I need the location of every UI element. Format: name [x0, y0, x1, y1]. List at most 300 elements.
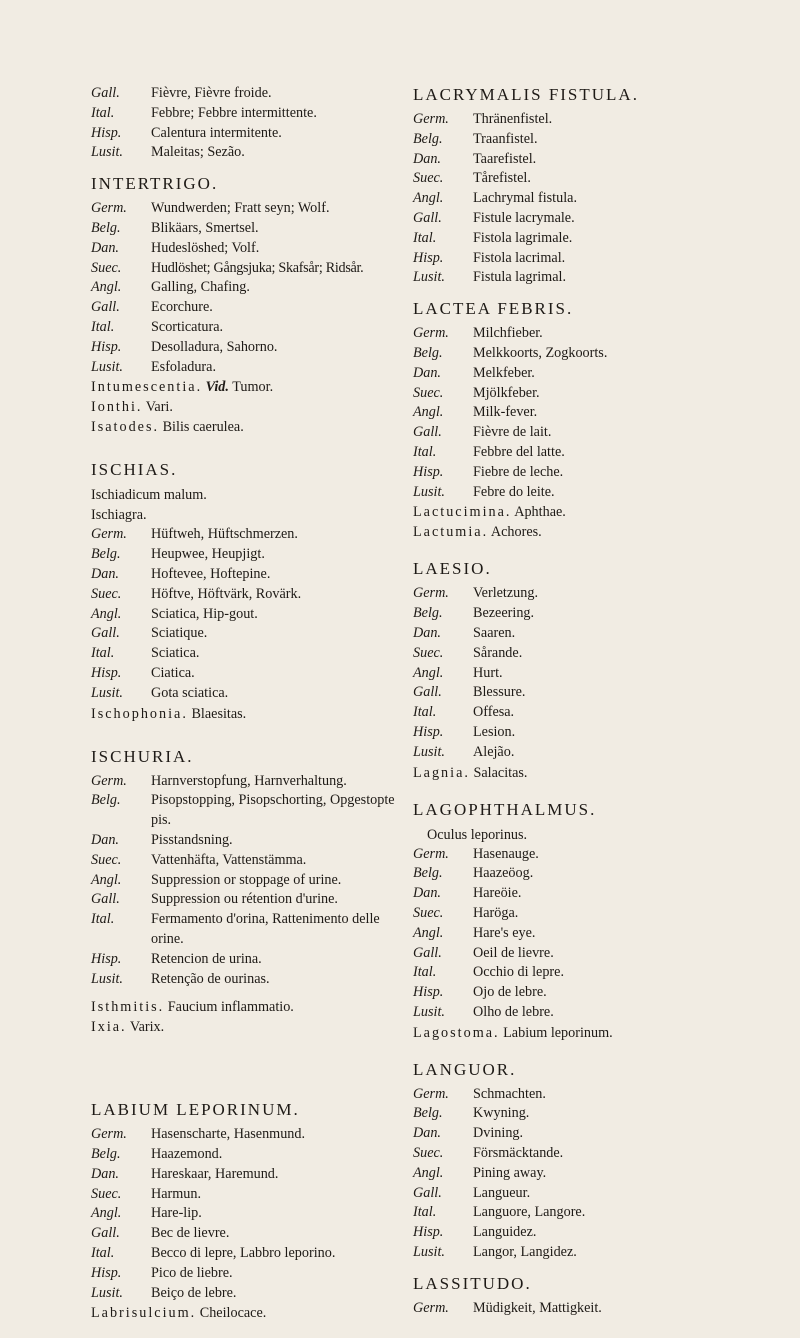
- lang-label: Dan.: [91, 831, 119, 848]
- translation: Kwyning.: [473, 1105, 530, 1122]
- translation: Haazemond.: [151, 1146, 223, 1163]
- lang-label: Germ.: [413, 1085, 449, 1102]
- lang-label: Belg.: [413, 605, 443, 622]
- entry-ischuria: [91, 746, 403, 1038]
- translation: Ciatica.: [151, 664, 195, 681]
- synonym: Tumor.: [232, 379, 274, 396]
- entry-row: [91, 970, 403, 990]
- lang-label: Dan.: [91, 1165, 119, 1182]
- lang-label: Gall.: [413, 1184, 442, 1201]
- translation: Languidez.: [473, 1224, 537, 1241]
- entry-row: [413, 1104, 703, 1124]
- translation: Olho de lebre.: [473, 1003, 554, 1020]
- entry-row: [91, 585, 403, 605]
- term: Isatodes.: [91, 419, 160, 436]
- translation: Thränenfistel.: [473, 111, 553, 127]
- vid-label: Vid.: [205, 379, 229, 396]
- entry-row: [413, 864, 703, 884]
- translation: Harmun.: [151, 1185, 202, 1202]
- lang-label: Germ.: [413, 325, 449, 342]
- entry-row: [413, 1124, 703, 1144]
- synonym: Achores.: [490, 524, 542, 541]
- entry-row: [413, 703, 703, 723]
- lang-label: Hisp.: [413, 463, 444, 480]
- entry-lassitudo: [413, 1273, 703, 1319]
- translation: Offesa.: [473, 704, 515, 721]
- lang-label: Belg.: [413, 1105, 443, 1122]
- cross-reference: [91, 1017, 403, 1037]
- entry-row: [91, 1185, 403, 1205]
- translation: Oeil de lievre.: [473, 944, 554, 961]
- entry-row: [91, 1125, 403, 1145]
- term: Lagnia.: [413, 764, 470, 781]
- lang-label: Hisp.: [91, 338, 122, 355]
- translation: Milchfieber.: [473, 325, 543, 342]
- cross-reference: [91, 377, 403, 397]
- entry-row: [413, 1243, 703, 1263]
- term: Labrisulcium.: [91, 1305, 197, 1322]
- entry-row: [413, 1144, 703, 1164]
- lang-label: Germ.: [413, 111, 449, 127]
- entry-row: [413, 743, 703, 763]
- entry-row: [91, 1224, 403, 1244]
- lang-label: Gall.: [413, 684, 442, 701]
- entry-row: [413, 1003, 703, 1023]
- entry-row: [413, 384, 703, 404]
- entry-row: [91, 278, 403, 298]
- translation: Hare-lip.: [151, 1205, 202, 1222]
- translation: Calentura intermitente.: [151, 124, 282, 141]
- lang-label: Suec.: [413, 904, 444, 921]
- lang-label: Dan.: [413, 885, 441, 902]
- entry-lactea-febris: [413, 298, 703, 542]
- entry-row: [91, 1204, 403, 1224]
- lang-label: Belg.: [91, 792, 121, 809]
- entry-row: [91, 950, 403, 970]
- translation: Blessure.: [473, 684, 526, 701]
- lang-label: Gall.: [91, 85, 120, 101]
- entry-row: [413, 229, 703, 249]
- lang-label: Gall.: [91, 625, 120, 642]
- synonym: Faucium inflammatio.: [167, 999, 294, 1016]
- translation: Melkkoorts, Zogkoorts.: [473, 344, 608, 361]
- lang-label: Dan.: [91, 565, 119, 582]
- lang-label: Angl.: [91, 605, 122, 622]
- left-column: [91, 84, 403, 1323]
- lang-label: Lusit.: [413, 743, 445, 760]
- lang-label: Ital.: [91, 645, 115, 662]
- entry-row: [413, 924, 703, 944]
- translation: Pisstandsning.: [151, 831, 233, 848]
- entry-lagophthalmus: [413, 799, 703, 1043]
- entry-laesio: [413, 558, 703, 782]
- translation: Desolladura, Sahorno.: [151, 338, 278, 355]
- lang-label: Germ.: [91, 526, 127, 543]
- entry-row: [413, 403, 703, 423]
- lang-label: Dan.: [413, 364, 441, 381]
- entry-row: [413, 1184, 703, 1204]
- entry-row: [413, 463, 703, 483]
- translation: Wundwerden; Fratt seyn; Wolf.: [151, 200, 330, 217]
- entry-row: [91, 605, 403, 625]
- entry-row: [91, 338, 403, 358]
- entry-row: [91, 545, 403, 565]
- lang-label: Suec.: [91, 585, 122, 602]
- entry-row: [91, 318, 403, 338]
- entry-heading: ISCHIAS.: [91, 460, 178, 480]
- lang-label: Angl.: [413, 1164, 444, 1181]
- lang-label: Ital.: [91, 1245, 115, 1262]
- entry-row: [91, 664, 403, 684]
- lang-label: Lusit.: [91, 144, 123, 161]
- entry-row: [413, 584, 703, 604]
- translation: Höftve, Höftvärk, Rovärk.: [151, 585, 302, 602]
- term: Lactucimina.: [413, 504, 512, 521]
- lang-label: Ital.: [413, 443, 437, 460]
- translation: Dvining.: [473, 1125, 524, 1142]
- term: Ionthi.: [91, 399, 143, 416]
- entry-row: [91, 565, 403, 585]
- entry-row: [413, 423, 703, 443]
- entry-row: [91, 104, 403, 124]
- entry-row: [91, 298, 403, 318]
- lang-label: Angl.: [413, 404, 444, 421]
- translation: Hasenauge.: [473, 845, 539, 862]
- entry-heading: LACRYMALIS FISTULA.: [413, 85, 639, 104]
- translation: Fiebre de leche.: [473, 463, 564, 480]
- translation: Suppression ou rétention d'urine.: [151, 891, 338, 908]
- translation: Heupwee, Heupjigt.: [151, 546, 265, 563]
- lang-label: Suec.: [91, 851, 122, 868]
- translation: Esfoladura.: [151, 358, 217, 375]
- translation: Sciatique.: [151, 625, 208, 642]
- entry-row: [91, 259, 403, 279]
- translation: Tårefistel.: [473, 170, 531, 187]
- entry-row: [413, 1299, 703, 1319]
- entry-row: [413, 845, 703, 865]
- lang-label: Germ.: [413, 585, 449, 602]
- translation: Lachrymal fistula.: [473, 190, 578, 207]
- entry-row: [413, 209, 703, 229]
- entry-row: [91, 143, 403, 163]
- synonym-line: Oculus leporinus.: [427, 826, 528, 843]
- lang-label: Dan.: [91, 239, 119, 256]
- translation: Maleitas; Sezão.: [151, 144, 245, 161]
- translation: Hurt.: [473, 664, 503, 681]
- entry-row: [91, 239, 403, 259]
- lang-label: Gall.: [91, 891, 120, 908]
- entry-row: [413, 1223, 703, 1243]
- lang-label: Hisp.: [413, 984, 444, 1001]
- lang-label: Germ.: [413, 1299, 449, 1316]
- translation: Müdigkeit, Mattigkeit.: [473, 1299, 602, 1316]
- term: Intumescentia.: [91, 379, 203, 396]
- lang-label: Ital.: [413, 704, 437, 721]
- entry-row: [413, 944, 703, 964]
- entry-row: [91, 358, 403, 378]
- entry-row: [413, 644, 703, 664]
- lang-label: Belg.: [91, 1146, 121, 1163]
- lang-label: Belg.: [413, 130, 443, 147]
- translation: Schmachten.: [473, 1085, 546, 1102]
- translation: Haazeöog.: [473, 865, 534, 882]
- cross-reference: [91, 397, 403, 417]
- entry-row: [91, 890, 403, 910]
- term: Lactumia.: [413, 524, 489, 541]
- lang-label: Angl.: [91, 1205, 122, 1222]
- translation: Becco di lepre, Labbro leporino.: [151, 1245, 336, 1262]
- translation: Langueur.: [473, 1184, 531, 1201]
- entry-row: [413, 1085, 703, 1105]
- lang-label: Ital.: [413, 229, 437, 246]
- entry-row: [91, 1145, 403, 1165]
- lang-label: Angl.: [413, 924, 444, 941]
- translation: Milk-fever.: [473, 404, 538, 421]
- translation: Verletzung.: [473, 585, 538, 602]
- lang-label: Hisp.: [413, 723, 444, 740]
- lang-label: Gall.: [413, 209, 442, 226]
- cross-reference: [91, 417, 403, 437]
- term: Lagostoma.: [413, 1024, 500, 1041]
- cross-reference: [413, 1023, 703, 1043]
- term: Ischophonia.: [91, 705, 188, 722]
- entry-row: [413, 624, 703, 644]
- entry-labium-leporinum: [91, 1099, 403, 1323]
- lang-label: Hisp.: [91, 124, 122, 141]
- lang-label: Hisp.: [413, 249, 444, 266]
- entry-row: [413, 1203, 703, 1223]
- translation: Pisopstopping, Pisopschorting, Opgestopte pis.: [151, 792, 395, 829]
- translation: Melkfeber.: [473, 364, 535, 381]
- cross-reference: [413, 522, 703, 542]
- entry-row: [413, 443, 703, 463]
- synonym-line: Ischiagra.: [91, 507, 147, 524]
- translation: Alejão.: [473, 743, 515, 760]
- lang-label: Gall.: [413, 944, 442, 961]
- entry-row: [91, 772, 403, 792]
- lang-label: Gall.: [413, 424, 442, 441]
- lang-label: Lusit.: [91, 1284, 123, 1301]
- entry-heading: LAGOPHTHALMUS.: [413, 799, 597, 819]
- entry-row: [91, 525, 403, 545]
- entry-row: [413, 130, 703, 150]
- entry-row: [91, 1264, 403, 1284]
- translation: Bec de lievre.: [151, 1225, 230, 1242]
- lang-label: Ital.: [91, 104, 115, 121]
- translation: Hareöie.: [473, 885, 522, 902]
- term: Ixia.: [91, 1019, 127, 1036]
- synonym: Labium leporinum.: [503, 1024, 613, 1041]
- lang-label: Germ.: [91, 772, 127, 789]
- cross-reference: [91, 1303, 403, 1323]
- translation: Bezeering.: [473, 605, 535, 622]
- translation: Retencion de urina.: [151, 950, 262, 967]
- entry-heading: LAESIO.: [413, 559, 492, 579]
- entry-row: [91, 684, 403, 704]
- lang-label: Germ.: [91, 200, 127, 217]
- term: Isthmitis.: [91, 999, 165, 1016]
- entry-row: [413, 189, 703, 209]
- translation: Hoftevee, Hoftepine.: [151, 565, 271, 582]
- cross-reference: [413, 763, 703, 783]
- translation: Retenção de ourinas.: [151, 970, 270, 987]
- lang-label: Suec.: [413, 170, 444, 187]
- translation: Suppression or stoppage of urine.: [151, 871, 342, 888]
- lang-label: Belg.: [413, 344, 443, 361]
- entry-row: [91, 219, 403, 239]
- translation: Sciatica.: [151, 645, 200, 662]
- entry-row: [413, 683, 703, 703]
- entry-row: [91, 831, 403, 851]
- lang-label: Lusit.: [413, 1003, 445, 1020]
- entry-ischias: [91, 459, 403, 723]
- translation: Ojo de lebre.: [473, 984, 547, 1001]
- translation: Vattenhäfta, Vattenstämma.: [151, 851, 307, 868]
- lang-label: Hisp.: [91, 664, 122, 681]
- synonym: Vari.: [145, 399, 173, 416]
- synonym: Varix.: [129, 1019, 165, 1036]
- entry-row: [413, 150, 703, 170]
- translation: Fistula lagrimal.: [473, 269, 566, 286]
- right-column: [413, 84, 703, 1319]
- translation: Saaren.: [473, 624, 516, 641]
- translation: Fièvre, Fièvre froide.: [151, 85, 272, 101]
- translation: Hudlöshet; Gångsjuka; Skafsår; Ridsår.: [151, 259, 364, 276]
- synonym-line: Ischiadicum malum.: [91, 487, 207, 504]
- lang-label: Ital.: [91, 911, 115, 928]
- lang-label: Hisp.: [413, 1224, 444, 1241]
- entry-row: [413, 364, 703, 384]
- entry-row: [91, 910, 403, 950]
- lang-label: Lusit.: [413, 269, 445, 286]
- translation: Scorticatura.: [151, 318, 224, 335]
- lang-label: Ital.: [413, 1204, 437, 1221]
- synonym: Cheilocace.: [199, 1305, 267, 1322]
- cross-reference: [91, 997, 403, 1017]
- entry-heading: LANGUOR.: [413, 1059, 517, 1079]
- translation: Febre do leite.: [473, 483, 555, 500]
- translation: Lesion.: [473, 723, 516, 740]
- entry-row: [91, 871, 403, 891]
- translation: Fermamento d'orina, Rattenimento delle orine.: [151, 911, 380, 947]
- translation: Occhio di lepre.: [473, 964, 564, 981]
- translation: Fistule lacrymale.: [473, 209, 575, 226]
- entry-row: [413, 249, 703, 269]
- translation: Harnverstopfung, Harnverhaltung.: [151, 772, 347, 789]
- lang-label: Suec.: [91, 1185, 122, 1202]
- cross-reference: [91, 704, 403, 724]
- entry-lacrymalis-fistula: [413, 84, 703, 288]
- translation: Blikäars, Smertsel.: [151, 219, 259, 236]
- entry-heading: ISCHURIA.: [91, 746, 194, 766]
- entry-row: [91, 199, 403, 219]
- translation: Ecorchure.: [151, 299, 213, 316]
- entry-row: [413, 344, 703, 364]
- lang-label: Dan.: [413, 150, 441, 167]
- translation: Sciatica, Hip-gout.: [151, 605, 258, 622]
- entry-row: [413, 1164, 703, 1184]
- lang-label: Hisp.: [91, 950, 122, 967]
- translation: Languore, Langore.: [473, 1204, 586, 1221]
- lang-label: Lusit.: [91, 684, 123, 701]
- translation: Beiço de lebre.: [151, 1284, 237, 1301]
- lang-label: Gall.: [91, 1225, 120, 1242]
- entry-languor: [413, 1059, 703, 1263]
- entry-row: [413, 723, 703, 743]
- entry-row: [413, 604, 703, 624]
- entry-row: [91, 124, 403, 144]
- lang-label: Belg.: [413, 865, 443, 882]
- lang-label: Lusit.: [413, 1244, 445, 1261]
- lang-label: Ital.: [413, 964, 437, 981]
- entry-heading: INTERTRIGO.: [91, 174, 219, 194]
- entry-row: [413, 268, 703, 288]
- lang-label: Suec.: [413, 644, 444, 661]
- lang-label: Belg.: [91, 219, 121, 236]
- lang-label: Angl.: [91, 279, 122, 296]
- translation: Traanfistel.: [473, 130, 538, 147]
- translation: Mjölkfeber.: [473, 384, 540, 401]
- entry-row: [91, 644, 403, 664]
- entry-row: [413, 324, 703, 344]
- translation: Fièvre de lait.: [473, 424, 552, 441]
- entry-row: [413, 483, 703, 503]
- lang-label: Gall.: [91, 299, 120, 316]
- translation: Försmäcktande.: [473, 1145, 564, 1162]
- entry-row: [91, 1284, 403, 1304]
- entry-row: [413, 963, 703, 983]
- entry-intertrigo: [91, 173, 403, 437]
- entry-row: [413, 169, 703, 189]
- entry-heading: LABIUM LEPORINUM.: [91, 1100, 300, 1120]
- lang-label: Angl.: [413, 664, 444, 681]
- entry-row: [413, 904, 703, 924]
- entry-heading: LACTEA FEBRIS.: [413, 299, 574, 319]
- lang-label: Dan.: [413, 624, 441, 641]
- translation: Langor, Langidez.: [473, 1244, 577, 1261]
- translation: Hare's eye.: [473, 924, 536, 941]
- entry-heading: LASSITUDO.: [413, 1273, 532, 1293]
- lang-label: Suec.: [413, 1145, 444, 1162]
- entry-row: [91, 1165, 403, 1185]
- translation: Hudeslöshed; Volf.: [151, 239, 260, 256]
- entry-row: [91, 624, 403, 644]
- translation: Fistola lacrimal.: [473, 249, 566, 266]
- translation: Sårande.: [473, 644, 523, 661]
- entry-row: [91, 84, 403, 104]
- translation: Hareskaar, Haremund.: [151, 1165, 279, 1182]
- entry-row: [91, 1244, 403, 1264]
- entry-row: [91, 791, 403, 831]
- translation: Febbre del latte.: [473, 443, 565, 460]
- synonym: Bilis caerulea.: [162, 419, 244, 436]
- translation: Pico de liebre.: [151, 1264, 233, 1281]
- fever-entry-continued: [91, 84, 403, 163]
- entry-row: [413, 664, 703, 684]
- lang-label: Lusit.: [91, 970, 123, 987]
- translation: Haröga.: [473, 904, 519, 921]
- lang-label: Lusit.: [91, 358, 123, 375]
- lang-label: Angl.: [91, 871, 122, 888]
- entry-row: [413, 983, 703, 1003]
- lang-label: Suec.: [413, 384, 444, 401]
- lang-label: Dan.: [413, 1125, 441, 1142]
- synonym: Aphthae.: [514, 504, 566, 521]
- synonym: Salacitas.: [473, 764, 528, 781]
- entry-row: [413, 110, 703, 130]
- translation: Hasenscharte, Hasenmund.: [151, 1126, 306, 1143]
- translation: Pining away.: [473, 1164, 547, 1181]
